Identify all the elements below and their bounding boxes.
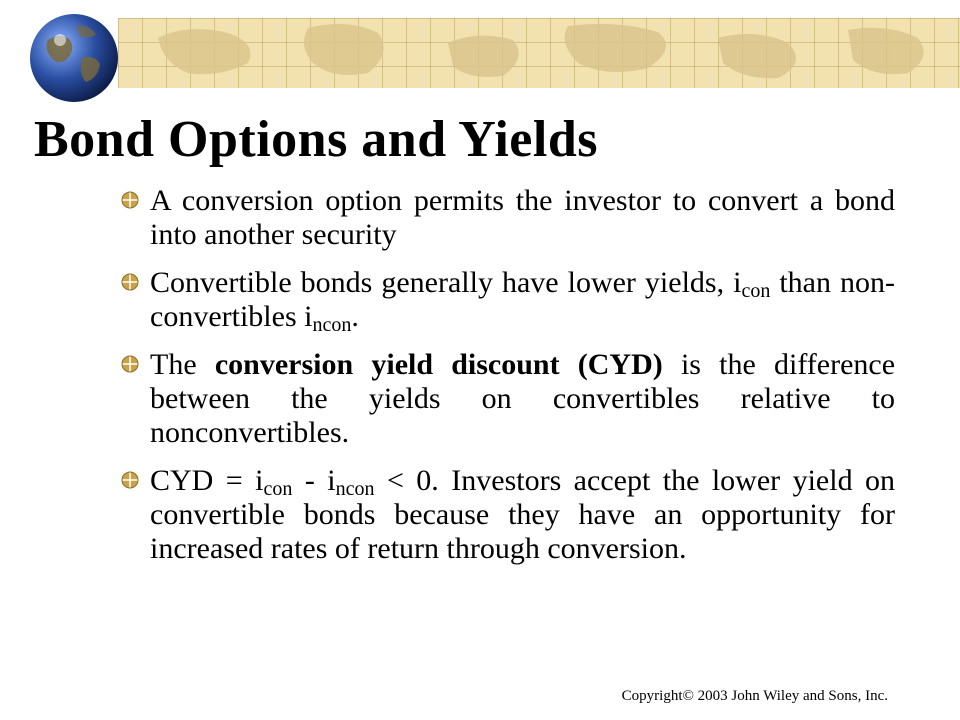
bullet-text-post: is the difference between the yields on convertibles relative to nonconvertibles. xyxy=(150,348,896,449)
bullet-icon xyxy=(120,272,140,292)
bullet-icon xyxy=(120,354,140,374)
bullet-text-pre: Convertible bonds generally have lower yields, i xyxy=(150,266,742,299)
bullet-icon xyxy=(120,470,140,490)
bullet-item xyxy=(120,266,895,334)
bullet-text-pre: CYD = i xyxy=(150,464,264,497)
world-map-icon xyxy=(118,18,960,88)
bullet-text-post: . xyxy=(351,300,359,333)
bullet-text-mid: - i xyxy=(292,464,336,497)
bullet-text-post: < 0. Investors accept the lower yield on convertible bonds because they have an opportunity for increased rates of return through conversion. xyxy=(150,464,896,565)
copyright-footer: Copyright© 2003 John Wiley and Sons, Inc. xyxy=(621,688,888,704)
bullet-text-pre: The xyxy=(150,348,215,381)
subscript-ncon: ncon xyxy=(335,478,375,500)
bullet-text-bold: conversion yield discount (CYD) xyxy=(214,348,663,381)
subscript-con: con xyxy=(263,478,293,500)
subscript-con: con xyxy=(741,280,771,302)
bullet-item xyxy=(120,184,895,252)
globe-icon xyxy=(26,10,122,106)
bullet-text-mid: than non-convertibles i xyxy=(150,266,895,333)
world-map-banner xyxy=(118,18,960,88)
bullet-text: A conversion option permits the investor to convert a bond into another security xyxy=(150,184,895,251)
bullet-item xyxy=(120,348,895,450)
slide-title: Bond Options and Yields xyxy=(34,111,598,168)
bullet-icon xyxy=(120,190,140,210)
subscript-ncon: ncon xyxy=(312,314,352,336)
bullet-list xyxy=(120,184,895,580)
bullet-item xyxy=(120,464,895,566)
